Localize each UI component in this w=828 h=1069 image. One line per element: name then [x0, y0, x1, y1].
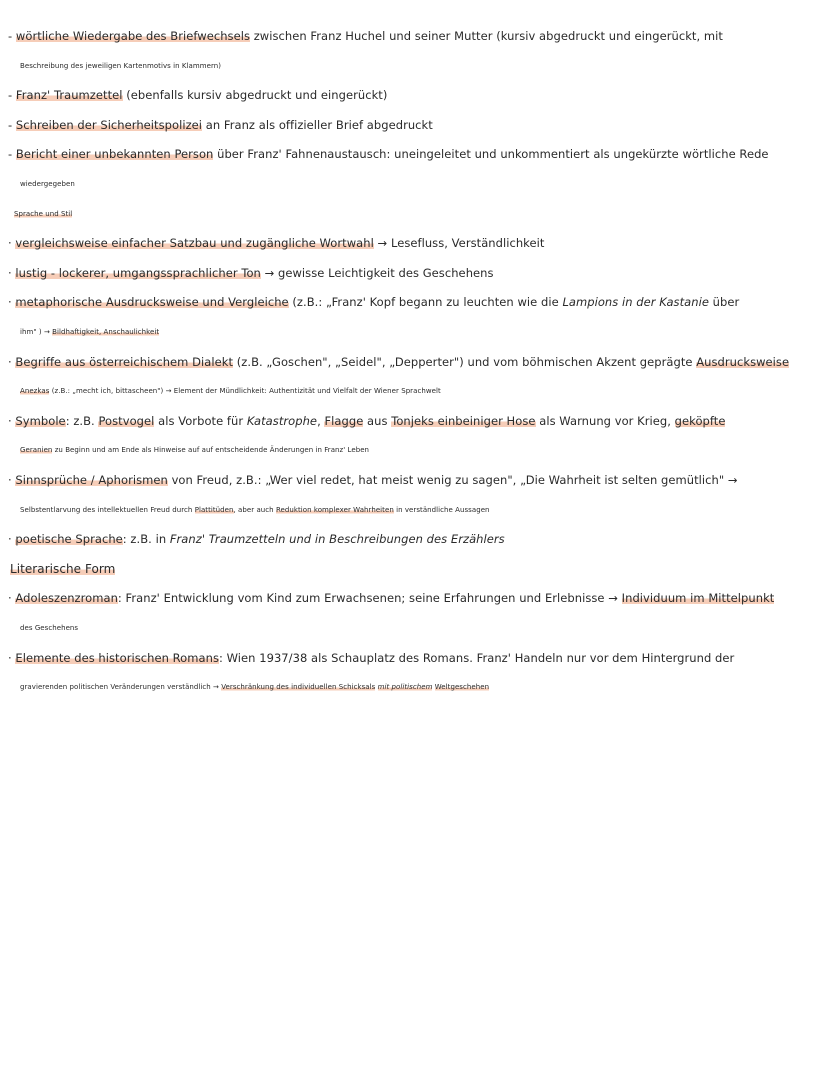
note-text: Selbstentlarvung des intellektuellen Freud durch — [20, 505, 195, 514]
note-line — [8, 117, 820, 133]
note-text: an Franz als offizieller Brief abgedruckt — [202, 117, 433, 132]
note-text: (z.B.: „Franz' Kopf begann zu leuchten wie die — [288, 295, 563, 310]
highlighted-text: Weltgeschehen — [434, 683, 490, 692]
note-line — [8, 590, 820, 606]
highlighted-text: Flagge — [324, 413, 364, 428]
note-text: als Vorbote für — [154, 413, 247, 428]
note-text: , aber auch — [233, 505, 276, 514]
note-text: · — [8, 413, 16, 428]
note-text: zu Beginn und am Ende als Hinweise auf auf entscheidende Änderungen in Franz' Leben — [52, 446, 370, 455]
note-text: zwischen Franz Huchel und seiner Mutter (kursiv abgedruckt und eingerückt, mit — [250, 29, 723, 43]
note-line-continuation — [20, 442, 828, 458]
note-line — [8, 354, 820, 370]
note-text: → gewisse Leichtigkeit des Geschehens — [260, 265, 494, 280]
highlighted-text: Elemente des historischen Romans — [15, 650, 219, 665]
note-text: als Warnung vor Krieg, — [535, 413, 675, 428]
highlighted-text: mit politischem — [377, 683, 433, 692]
note-text: des Geschehens — [20, 624, 79, 632]
note-text: : Franz' Entwicklung vom Kind zum Erwachsenen; seine Erfahrungen und Erlebnisse → — [117, 591, 622, 606]
note-line-continuation — [20, 620, 828, 636]
note-text: - — [8, 117, 16, 132]
note-line-continuation — [20, 324, 828, 340]
note-text: (z.B. „Goschen", „Seidel", „Depperter") und vom böhmischen Akzent geprägte — [233, 354, 697, 369]
note-line-continuation — [20, 679, 828, 695]
note-text: · — [8, 473, 16, 487]
highlighted-text: Tonjeks einbeiniger Hose — [391, 413, 536, 428]
note-text: · — [8, 650, 16, 665]
note-text: von Freud, z.B.: „Wer viel redet, hat meist wenig zu sagen", „Die Wahrheit ist selten gemütlich" → — [167, 473, 738, 487]
highlighted-text: vergleichsweise einfacher Satzbau und zugängliche Wortwahl — [15, 236, 374, 251]
note-text: Lampions in der Kastanie — [562, 295, 709, 310]
highlighted-text: lustig - lockerer, umgangssprachlicher Ton — [15, 265, 261, 280]
note-line — [8, 265, 820, 281]
highlighted-text: Postvogel — [98, 413, 155, 428]
highlighted-text: Bildhaftigkeit, Anschaulichkeit — [52, 328, 160, 336]
note-line — [8, 413, 820, 429]
highlighted-text: Verschränkung des individuellen Schicksals — [221, 683, 376, 692]
highlighted-text: Bericht einer unbekannten Person — [15, 147, 214, 162]
highlighted-text: Geranien — [20, 446, 53, 455]
highlighted-text: Franz' Traumzettel — [15, 88, 123, 103]
highlighted-text: Individuum im Mittelpunkt — [621, 591, 775, 606]
section-heading — [14, 206, 826, 222]
note-text: , — [317, 413, 325, 428]
note-text: · — [8, 295, 16, 310]
highlighted-text: Plattitüden — [194, 505, 234, 514]
note-text: ihm" ) → — [20, 328, 53, 336]
note-text: über Franz' Fahnenaustausch: uneingeleitet und unkommentiert als ungekürzte wörtliche Rede — [213, 147, 769, 162]
highlighted-text: Anezkas — [20, 387, 50, 396]
note-line-continuation — [20, 176, 828, 192]
note-line — [8, 146, 820, 162]
note-text: - — [8, 29, 16, 43]
note-line — [8, 87, 820, 103]
note-text: · — [8, 236, 16, 251]
highlighted-text: Adoleszenzroman — [15, 591, 118, 606]
note-text: : z.B. — [65, 413, 99, 428]
note-text: gravierenden politischen Veränderungen verständlich → — [20, 683, 222, 692]
highlighted-text: Schreiben der Sicherheitspolizei — [15, 117, 203, 132]
note-text: · — [8, 591, 16, 606]
note-text: · — [8, 532, 16, 547]
note-line — [8, 531, 820, 547]
note-text: über — [708, 295, 740, 310]
highlighted-text: wörtliche Wiedergabe des Briefwechsels — [15, 29, 250, 43]
highlighted-text: metaphorische Ausdrucksweise und Vergleiche — [15, 295, 289, 310]
highlighted-text: geköpfte — [674, 413, 726, 428]
highlighted-text: poetische Sprache — [15, 532, 123, 547]
note-text: in verständliche Aussagen — [393, 505, 490, 514]
note-text: Beschreibung des jeweiligen Kartenmotivs in Klammern) — [20, 61, 222, 70]
note-text: → Lesefluss, Verständlichkeit — [373, 236, 545, 251]
highlighted-text: Literarische Form — [10, 561, 116, 576]
note-text: Katastrophe — [246, 413, 318, 428]
note-line — [8, 650, 820, 666]
note-text: aus — [363, 413, 392, 428]
note-text: (z.B.: „mecht ich, bittascheen") → Element der Mündlichkeit: Authentizität und Vielfalt der Wiener Sprachwelt — [49, 387, 441, 396]
note-text: wiedergegeben — [20, 180, 75, 188]
note-text: (ebenfalls kursiv abgedruckt und eingerückt) — [122, 88, 388, 103]
note-line — [8, 472, 820, 488]
note-text: Franz' Traumzetteln und in Beschreibungen des Erzählers — [169, 532, 505, 547]
note-text: · — [8, 265, 16, 280]
note-text: · — [8, 354, 16, 369]
note-text: : Wien 1937/38 als Schauplatz des Romans. Franz' Handeln nur vor dem Hintergrund der — [219, 650, 735, 665]
note-line-continuation — [20, 502, 828, 518]
highlighted-text: Ausdrucksweise — [696, 354, 790, 369]
section-heading — [10, 561, 822, 577]
note-line — [8, 28, 820, 44]
note-line — [8, 235, 820, 251]
highlighted-text: Begriffe aus österreichischem Dialekt — [15, 354, 234, 369]
highlighted-text: Sprache und Stil — [14, 209, 73, 218]
highlighted-text: Reduktion komplexer Wahrheiten — [275, 505, 394, 514]
note-line — [8, 294, 820, 310]
note-text: - — [8, 147, 16, 162]
highlighted-text: Sinnsprüche / Aphorismen — [15, 473, 168, 487]
highlighted-text: Symbole — [15, 413, 66, 428]
note-line-continuation — [20, 383, 828, 399]
note-line-continuation — [20, 58, 828, 74]
note-text: - — [8, 88, 16, 103]
note-text: : z.B. in — [122, 532, 170, 547]
